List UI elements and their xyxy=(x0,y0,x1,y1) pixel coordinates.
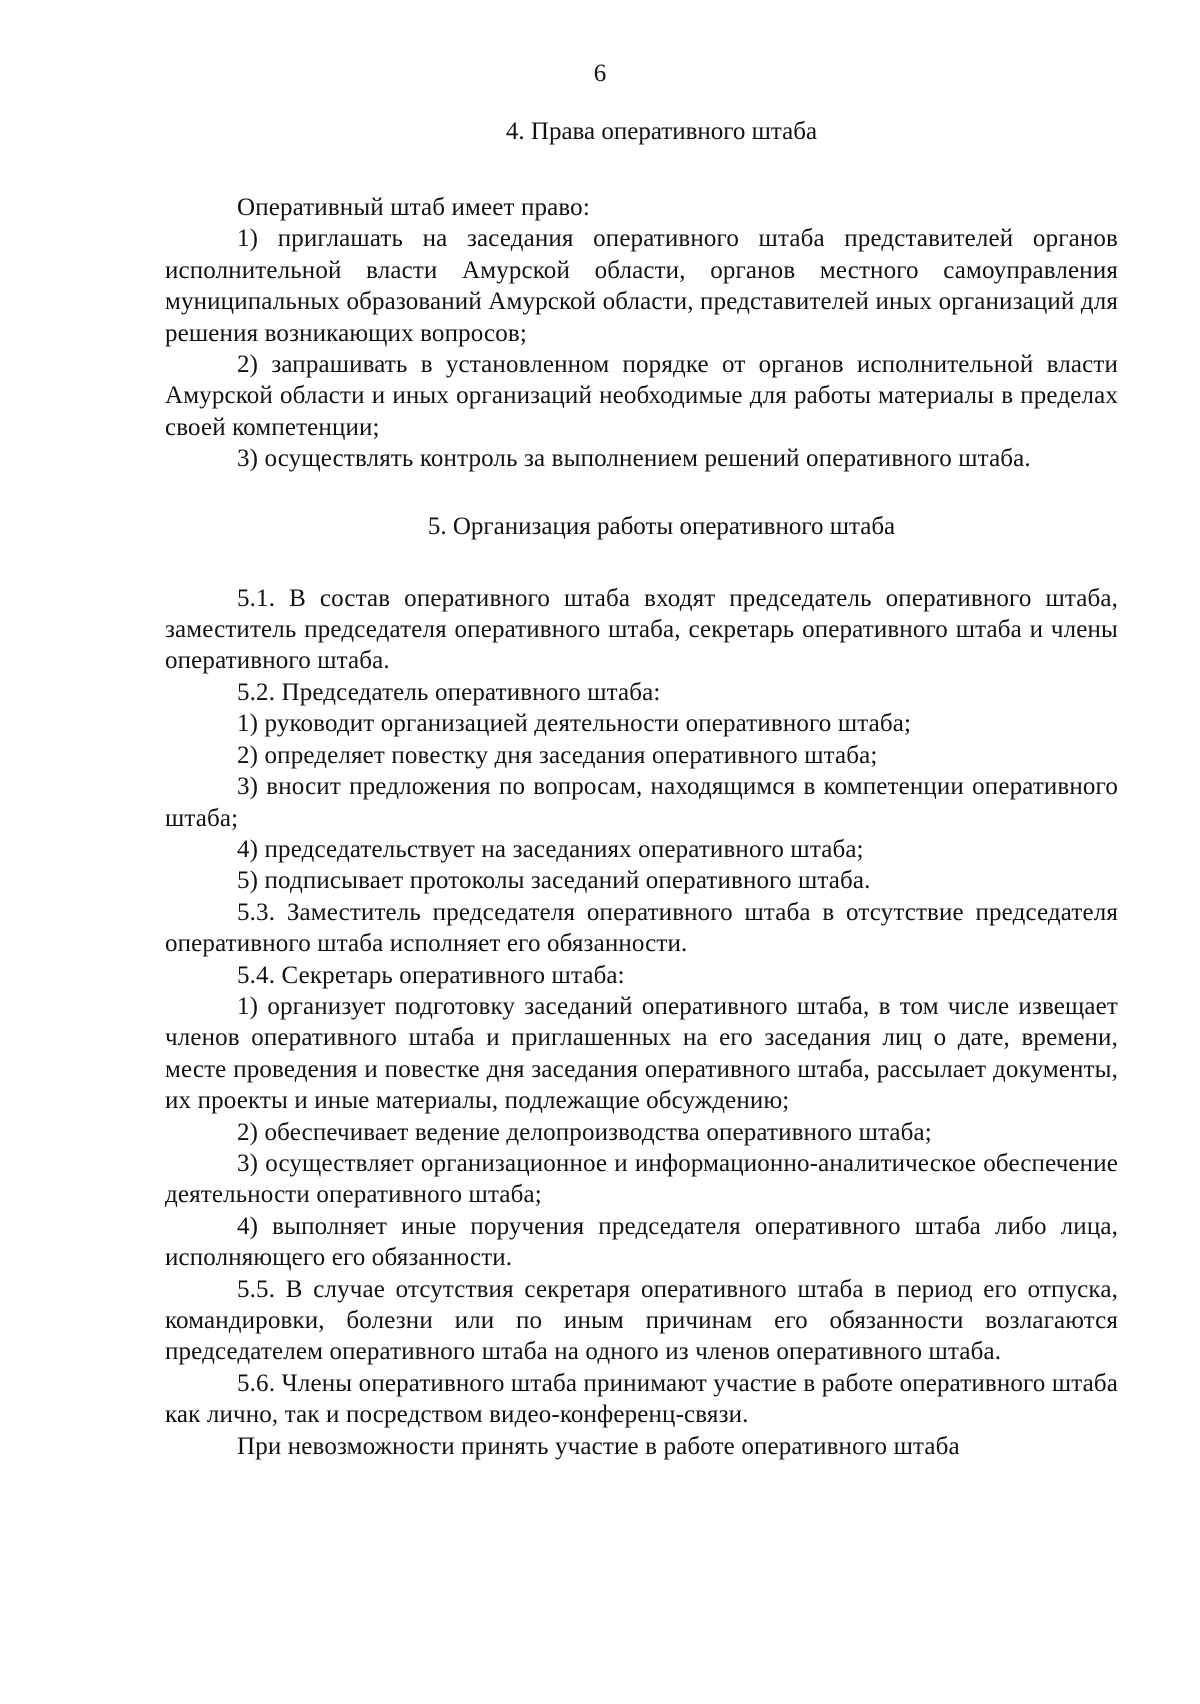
document-body xyxy=(165,116,1118,1462)
section-5-paragraph: 2) определяет повестку дня заседания оперативного штаба; xyxy=(237,741,878,769)
page-number: 6 xyxy=(593,60,607,87)
section-4-heading: 4. Права оперативного штаба xyxy=(505,118,818,145)
section-4-paragraph: 1) приглашать на заседания оперативного штаба представителей органов исполнительной власти Амурской области, органов местного самоуправления муниципальных образований Амурской области, представителей иных организаций для решения возникающих вопросов; xyxy=(165,225,1118,347)
section-5-paragraph: 2) обеспечивает ведение делопроизводства оперативного штаба; xyxy=(237,1118,932,1146)
section-5-heading: 5. Организация работы оперативного штаба xyxy=(427,512,896,540)
section-5-paragraph: 5.5. В случае отсутствия секретаря оперативного штаба в период его отпуска, командировки, болезни или по иным причинам его обязанности возлагаются председателем оперативного штаба на одного из членов оперативного штаба. xyxy=(165,1275,1118,1366)
section-4-paragraph: 2) запрашивать в установленном порядке от органов исполнительной власти Амурской области и иных организаций необходимые для работы материалы в пределах своей компетенции; xyxy=(165,351,1118,441)
section-5-paragraph: 3) вносит предложения по вопросам, находящимся в компетенции оперативного штаба; xyxy=(165,773,1118,832)
section-5-paragraph: 1) руководит организацией деятельности оперативного штаба; xyxy=(237,710,912,738)
section-4-paragraph: Оперативный штаб имеет право: xyxy=(237,194,590,221)
section-5-paragraph: 5) подписывает протоколы заседаний оперативного штаба. xyxy=(237,867,871,895)
section-5-paragraph: 3) осуществляет организационное и информационно-аналитическое обеспечение деятельности оперативного штаба; xyxy=(165,1149,1118,1209)
section-5-paragraph: 5.2. Председатель оперативного штаба: xyxy=(237,678,661,706)
section-5-paragraph: 1) организует подготовку заседаний оперативного штаба, в том числе извещает членов оперативного штаба и приглашенных на его заседания лиц о дате, времени, месте проведения и повестке дня заседания оперативного штаба, рассылает документы, их проекты и иные материалы, подлежащие обсуждению; xyxy=(165,992,1118,1115)
section-5-paragraph: 5.1. В состав оперативного штаба входят председатель оперативного штаба, заместитель председателя оперативного штаба, секретарь оперативного штаба и члены оперативного штаба. xyxy=(165,584,1118,675)
section-5-paragraph: При невозможности принять участие в работе оперативного штаба xyxy=(237,1432,960,1460)
section-5-paragraph: 5.4. Секретарь оперативного штаба: xyxy=(237,961,625,989)
section-4-paragraph: 3) осуществлять контроль за выполнением решений оперативного штаба. xyxy=(237,445,1031,473)
section-5-paragraph: 5.3. Заместитель председателя оперативного штаба в отсутствие председателя оперативного штаба исполняет его обязанности. xyxy=(165,898,1118,958)
section-5-paragraph: 4) выполняет иные поручения председателя оперативного штаба либо лица, исполняющего его обязанности. xyxy=(165,1212,1118,1272)
section-5-paragraph: 5.6. Члены оперативного штаба принимают участие в работе оперативного штаба как лично, так и посредством видео-конференц-связи. xyxy=(165,1369,1118,1429)
section-5-paragraph: 4) председательствует на заседаниях оперативного штаба; xyxy=(237,835,864,863)
